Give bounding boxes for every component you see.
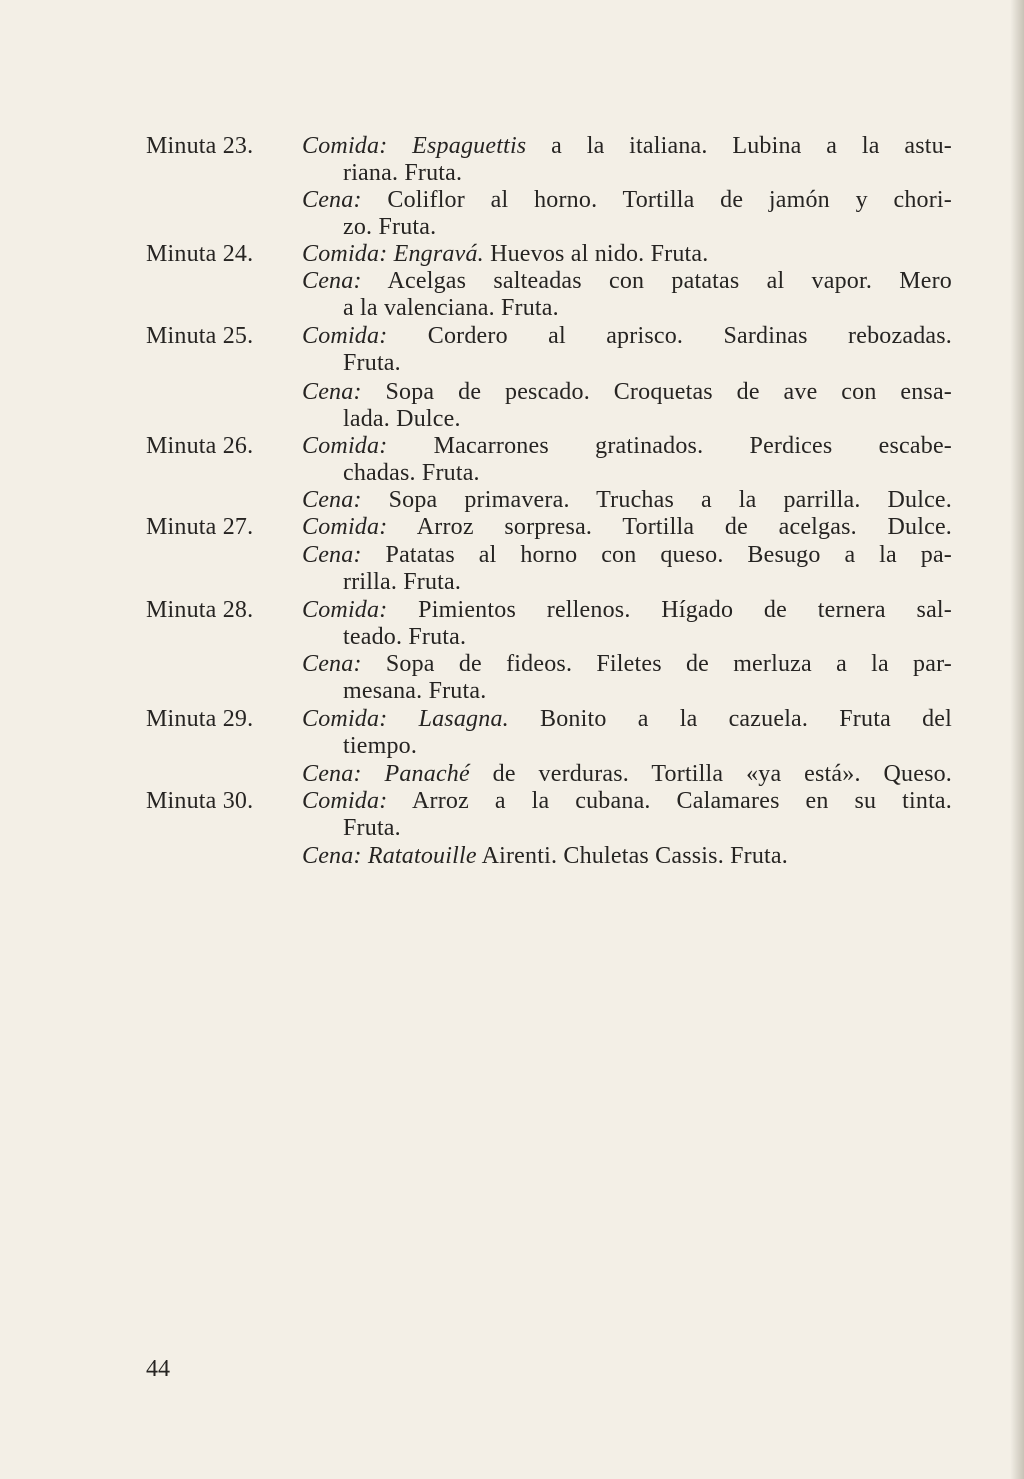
- cena-entry: [302, 542, 952, 596]
- entry-line: Fruta.: [343, 350, 401, 376]
- cena-entry: [302, 843, 952, 870]
- entry-text: Huevos al nido. Fruta.: [483, 241, 709, 267]
- entry-line: [302, 379, 952, 406]
- minuta-label: Minuta 27.: [146, 514, 254, 540]
- meal-tag: Cena:: [302, 542, 362, 568]
- entry-text: de verduras. Tortilla «ya está». Queso.: [469, 761, 953, 787]
- cena-entry: [302, 379, 952, 433]
- entry-line: [302, 788, 952, 815]
- entry-line: [302, 597, 952, 624]
- meal-tag: Cena:: [302, 487, 362, 513]
- meal-tag: Cena:: [302, 268, 362, 294]
- entry-text: Arroz a la cubana. Calamares en su tinta.: [387, 788, 952, 814]
- entry-text: Sopa de fideos. Filetes de merluza a la par-: [361, 651, 952, 677]
- entry-line: mesana. Fruta.: [343, 678, 487, 704]
- comida-entry: [302, 706, 952, 760]
- comida-entry: [302, 788, 952, 842]
- entry-line: lada. Dulce.: [343, 406, 461, 432]
- entry-line: [302, 433, 952, 460]
- minuta-label: Minuta 26.: [146, 433, 254, 459]
- entry-text: Coliflor al horno. Tortilla de jamón y chori-: [361, 187, 952, 213]
- entry-text: a la italiana. Lubina a la astu-: [526, 133, 952, 159]
- entry-line: [302, 542, 952, 569]
- comida-entry: [302, 133, 952, 187]
- entry-line: [302, 761, 952, 788]
- entry-text: Arroz sorpresa. Tortilla de acelgas. Dulce.: [387, 514, 952, 540]
- entry-text: Macarrones gratinados. Perdices escabe-: [387, 433, 952, 459]
- entry-line: [302, 706, 952, 733]
- comida-entry: [302, 323, 952, 377]
- comida-entry: [302, 597, 952, 651]
- comida-entry: [302, 241, 952, 268]
- entry-line: zo. Fruta.: [343, 214, 437, 240]
- entry-line: [302, 843, 952, 870]
- cena-entry: [302, 187, 952, 241]
- cena-entry: [302, 651, 952, 705]
- entry-line: [302, 487, 952, 514]
- minuta-label: Minuta 30.: [146, 788, 254, 814]
- entry-text: Patatas al horno con queso. Besugo a la pa-: [361, 542, 952, 568]
- dish-title: Lasagna.: [418, 706, 509, 732]
- minuta-label: Minuta 24.: [146, 241, 254, 267]
- meal-tag: Comida:: [302, 241, 388, 267]
- meal-tag: Cena:: [302, 379, 362, 405]
- entry-line: [302, 323, 952, 350]
- entry-text: Sopa de pescado. Croquetas de ave con ensa-: [361, 379, 952, 405]
- minuta-label: Minuta 28.: [146, 597, 254, 623]
- dish-title: Espaguettis: [412, 133, 527, 159]
- dish-title: Ratatouille: [367, 843, 477, 869]
- cena-entry: [302, 487, 952, 514]
- entry-text: Sopa primavera. Truchas a la parrilla. Dulce.: [361, 487, 952, 513]
- entry-line: chadas. Fruta.: [343, 460, 480, 486]
- entry-line: [302, 241, 952, 268]
- entry-text: Airenti. Chuletas Cassis. Fruta.: [476, 843, 788, 869]
- dish-title: Panaché: [384, 761, 470, 787]
- cena-entry: [302, 268, 952, 322]
- entry-line: [302, 514, 952, 541]
- meal-tag: Comida:: [302, 514, 388, 540]
- comida-entry: [302, 433, 952, 487]
- meal-tag: Comida:: [302, 133, 388, 159]
- entry-line: riana. Fruta.: [343, 160, 463, 186]
- meal-tag: Comida:: [302, 706, 388, 732]
- entry-line: [302, 651, 952, 678]
- minuta-label: Minuta 25.: [146, 323, 254, 349]
- page-number: 44: [146, 1356, 170, 1382]
- meal-tag: Comida:: [302, 433, 388, 459]
- meal-tag: Comida:: [302, 597, 388, 623]
- entry-line: teado. Fruta.: [343, 624, 467, 650]
- comida-entry: [302, 514, 952, 541]
- entry-line: rrilla. Fruta.: [343, 569, 462, 595]
- entry-text: Cordero al aprisco. Sardinas rebozadas.: [387, 323, 952, 349]
- dish-title: Engravá.: [393, 241, 484, 267]
- meal-tag: Cena:: [302, 187, 362, 213]
- meal-tag: Cena:: [302, 651, 362, 677]
- entry-line: a la valenciana. Fruta.: [343, 295, 559, 321]
- entry-text: Acelgas salteadas con patatas al vapor. Mero: [361, 268, 952, 294]
- entry-line: tiempo.: [343, 733, 418, 759]
- meal-tag: Cena:: [302, 843, 362, 869]
- meal-tag: Comida:: [302, 323, 388, 349]
- cena-entry: [302, 761, 952, 788]
- entry-line: [302, 187, 952, 214]
- entry-line: Fruta.: [343, 815, 401, 841]
- entry-text: Pimientos rellenos. Hígado de ternera sal-: [387, 597, 952, 623]
- meal-tag: Comida:: [302, 788, 388, 814]
- meal-tag: Cena:: [302, 761, 362, 787]
- minuta-label: Minuta 29.: [146, 706, 254, 732]
- entry-line: [302, 133, 952, 160]
- minuta-label: Minuta 23.: [146, 133, 254, 159]
- entry-text: Bonito a la cazuela. Fruta del: [508, 706, 952, 732]
- entry-line: [302, 268, 952, 295]
